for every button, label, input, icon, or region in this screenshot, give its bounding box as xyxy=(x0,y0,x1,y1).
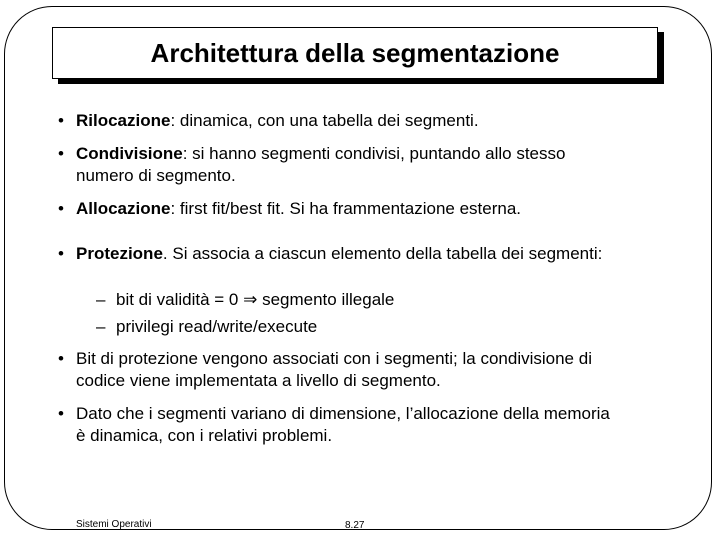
bullet-text: : si hanno segmenti condivisi, puntando allo stesso numero di segmento. xyxy=(76,144,566,185)
bullet-icon: • xyxy=(58,144,64,163)
sub-bullet-item xyxy=(96,316,317,338)
bullet-text: . Si associa a ciascun elemento della tabella dei segmenti: xyxy=(162,244,603,263)
sub-bullet-text: privilegi read/write/execute xyxy=(116,317,318,336)
bullet-term: Condivisione xyxy=(76,144,183,163)
footer-course: Sistemi Operativi xyxy=(76,519,152,530)
title-box xyxy=(52,27,658,79)
bullet-icon: • xyxy=(58,199,64,218)
bullet-text: : dinamica, con una tabella dei segmenti. xyxy=(170,111,479,130)
bullet-icon: • xyxy=(58,404,64,423)
dash-icon: – xyxy=(96,290,106,309)
bullet-icon: • xyxy=(58,349,64,368)
bullet-icon: • xyxy=(58,244,64,263)
footer-page-number: 8.27 xyxy=(345,520,365,531)
bullet-term: Rilocazione xyxy=(76,111,171,130)
slide-title: Architettura della segmentazione xyxy=(150,37,560,68)
sub-bullet-text: bit di validità = 0 ⇒ segmento illegale xyxy=(116,290,395,309)
bullet-text: : first fit/best fit. Si ha frammentazione esterna. xyxy=(170,199,522,218)
bullet-text: Bit di protezione vengono associati con i segmenti; la condivisione di codice viene implementata a livello di segmento. xyxy=(76,349,592,390)
sub-bullet-item xyxy=(96,289,394,311)
dash-icon: – xyxy=(96,317,106,336)
bullet-term: Protezione xyxy=(76,244,163,263)
bullet-term: Allocazione xyxy=(76,199,171,218)
bullet-text: Dato che i segmenti variano di dimensione, l’allocazione della memoria è dinamica, con i relativi problemi. xyxy=(76,404,610,445)
slide-frame xyxy=(4,6,712,530)
bullet-icon: • xyxy=(58,111,64,130)
